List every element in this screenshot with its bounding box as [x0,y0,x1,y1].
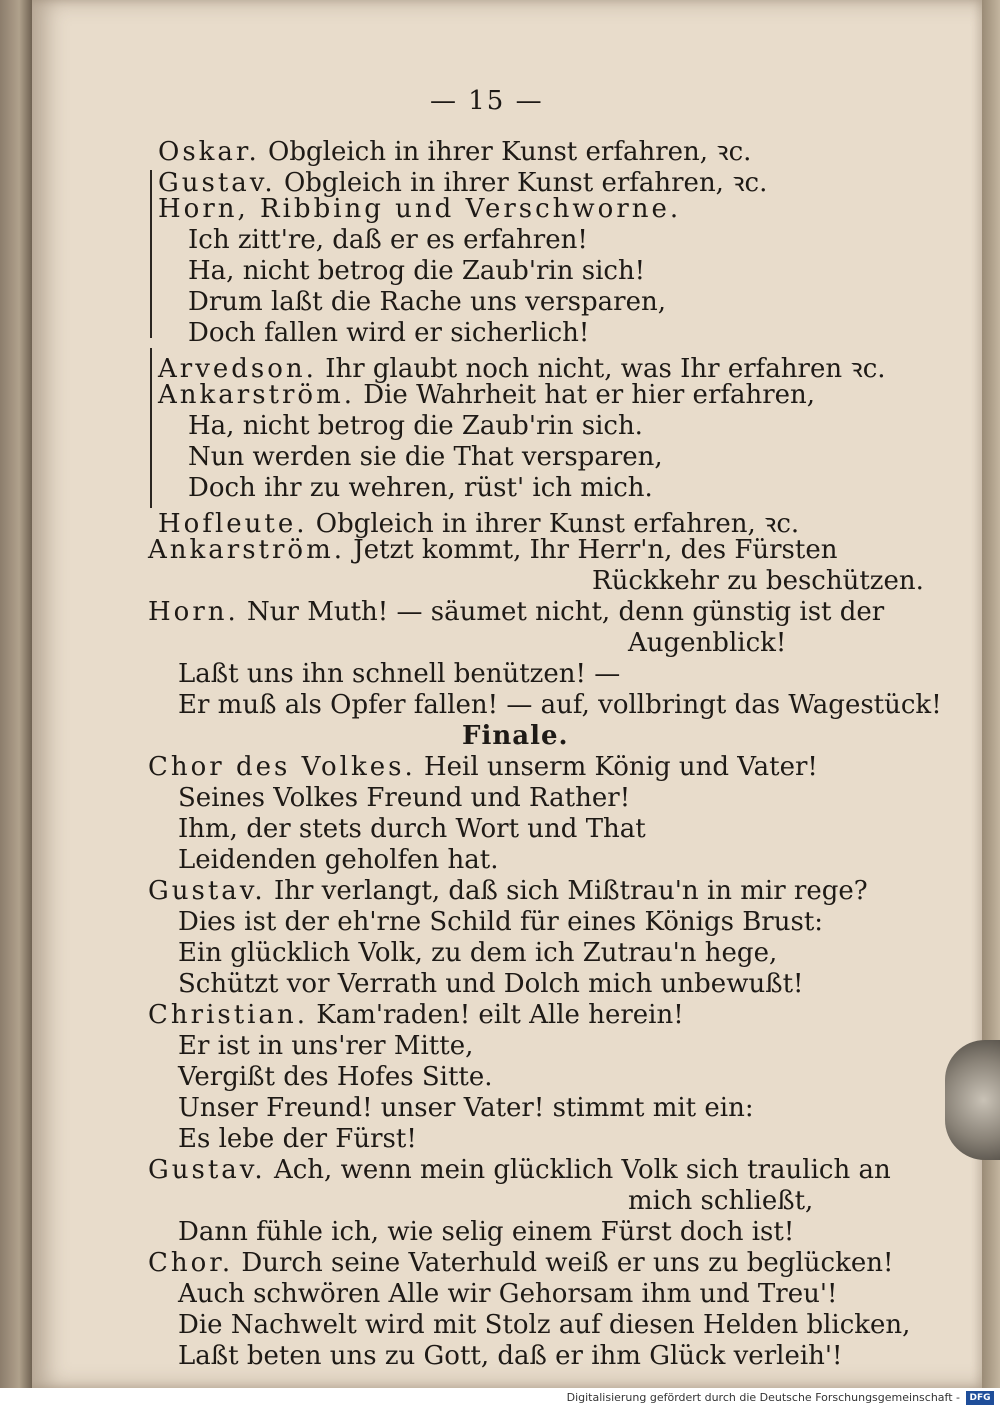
text-line: Unser Freund! unser Vater! stimmt mit ein: [178,1093,754,1123]
text-line: mich schließt, [628,1186,814,1216]
footer-bar [0,1388,1000,1408]
text-line: Schützt vor Verrath und Dolch mich unbewußt! [178,969,804,999]
text-line: Chor. Durch seine Vaterhuld weiß er uns zu beglücken! [148,1248,894,1278]
text-line: Ein glücklich Volk, zu dem ich Zutrau'n hege, [178,938,778,968]
text-line: Ihm, der stets durch Wort und That [178,814,646,844]
page-number: — 15 — [430,86,544,116]
funding-credit: Digitalisierung gefördert durch die Deutsche Forschungsgemeinschaft - [566,1391,960,1404]
text-line: Horn, Ribbing und Verschworne. [158,194,682,224]
dfg-logo-icon: DFG [966,1391,994,1405]
text-line: Gustav. Obgleich in ihrer Kunst erfahren, ꝛc. [158,168,768,198]
text-line: Er muß als Opfer fallen! — auf, vollbringt das Wagestück! [178,690,942,720]
text-line: Ha, nicht betrog die Zaub'rin sich! [188,256,646,286]
text-line: Ich zitt're, daß er es erfahren! [188,225,588,255]
text-line: Nun werden sie die That versparen, [188,442,663,472]
book-cover-right [982,0,1000,1388]
page-clip [945,1040,1000,1160]
text-line: Seines Volkes Freund und Rather! [178,783,631,813]
text-line: Rückkehr zu beschützen. [592,566,924,596]
text-line: Drum laßt die Rache uns versparen, [188,287,666,317]
text-line: Arvedson. Ihr glaubt noch nicht, was Ihr erfahren ꝛc. [158,354,886,384]
text-line: Auch schwören Alle wir Gehorsam ihm und Treu'! [178,1279,838,1309]
text-line: Er ist in uns'rer Mitte, [178,1031,474,1061]
text-line: Augenblick! [628,628,787,658]
text-line: Oskar. Obgleich in ihrer Kunst erfahren, ꝛc. [158,137,752,167]
text-line: Ankarström. Jetzt kommt, Ihr Herr'n, des Fürsten [148,535,838,565]
text-line: Dann fühle ich, wie selig einem Fürst doch ist! [178,1217,795,1247]
text-line: Gustav. Ach, wenn mein glücklich Volk sich traulich an [148,1155,891,1185]
text-line: Doch ihr zu wehren, rüst' ich mich. [188,473,653,503]
text-line: Dies ist der eh'rne Schild für eines Königs Brust: [178,907,824,937]
text-line: Christian. Kam'raden! eilt Alle herein! [148,1000,684,1030]
text-line: Ankarström. Die Wahrheit hat er hier erfahren, [158,380,816,410]
text-line: Horn. Nur Muth! — säumet nicht, denn günstig ist der [148,597,885,627]
section-heading: Finale. [462,721,569,751]
text-line: Chor des Volkes. Heil unserm König und Vater! [148,752,818,782]
text-line: Vergißt des Hofes Sitte. [178,1062,493,1092]
text-line: Es lebe der Fürst! [178,1124,417,1154]
book-cover-left [0,0,32,1388]
text-line: Die Nachwelt wird mit Stolz auf diesen Helden blicken, [178,1310,911,1340]
text-line: Ha, nicht betrog die Zaub'rin sich. [188,411,643,441]
text-line: Doch fallen wird er sicherlich! [188,318,590,348]
text-line: Leidenden geholfen hat. [178,845,499,875]
text-line: Laßt beten uns zu Gott, daß er ihm Glück verleih'! [178,1341,843,1371]
text-line: Laßt uns ihn schnell benützen! — [178,659,621,689]
text-line: Hofleute. Obgleich in ihrer Kunst erfahren, ꝛc. [158,509,800,539]
text-line: Gustav. Ihr verlangt, daß sich Mißtrau'n in mir rege? [148,876,868,906]
